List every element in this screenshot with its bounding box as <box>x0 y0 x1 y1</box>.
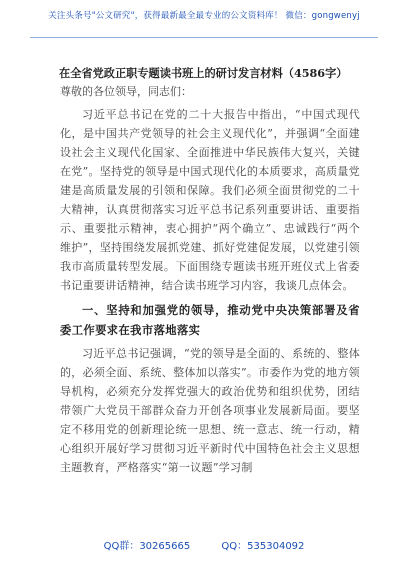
footer-qq-group: QQ群：30265665 <box>103 541 191 552</box>
header-divider <box>30 37 378 38</box>
section-heading: 一、坚持和加强党的领导，推动党中央决策部署及省委工作要求在我市落地落实 <box>60 303 360 337</box>
document-title: 在全省党政正职专题读书班上的研讨发言材料（4586字） <box>59 66 348 80</box>
footer-contact <box>0 537 408 552</box>
header-note: 关注头条号"公文研究"，获得最新最全最专业的公文资料库！ 微信：gongwenyj <box>48 11 360 21</box>
section-paragraph: 习近平总书记强调，“党的领导是全面的、系统的、整体的，必须全面、系统、整体加以落实”。市委作为党的地方领导机构，必须充分发挥党强大的政治优势和组织优势，团结带领广大党员干部群众奋力开创各项事业发展新局面。要坚定不移用党的创新理论统一思想、统一意志、统一行动，精心组织开展好学习贯彻习近平新时代中国特色社会主义思想主题教育，严格落实“第一议题”学习制 <box>60 347 360 474</box>
intro-paragraph: 习近平总书记在党的二十大报告中指出，“中国式现代化，是中国共产党领导的社会主义现代化”，并强调“全面建设社会主义现代化国家、全面推进中华民族伟大复兴，关键在党”。坚持党的领导是中国式现代化的本质要求，高质量党建是高质量发展的引领和保障。我们必须全面贯彻党的二十大精神，认真贯彻落实习近平总书记系列重要讲话、重要指示、重要批示精神，衷心拥护“两个确立”、忠诚践行“两个维护”，坚持围绕发展抓党建、抓好党建促发展，以党建引领我市高质量转型发展。下面围绕专题读书班开班仪式上省委书记重要讲话精神，结合读书班学习内容，我谈几点体会。 <box>60 108 360 292</box>
footer-qq: QQ：535304092 <box>221 541 305 552</box>
document-body <box>60 64 360 477</box>
salutation: 尊敬的各位领导，同志们： <box>60 85 192 98</box>
